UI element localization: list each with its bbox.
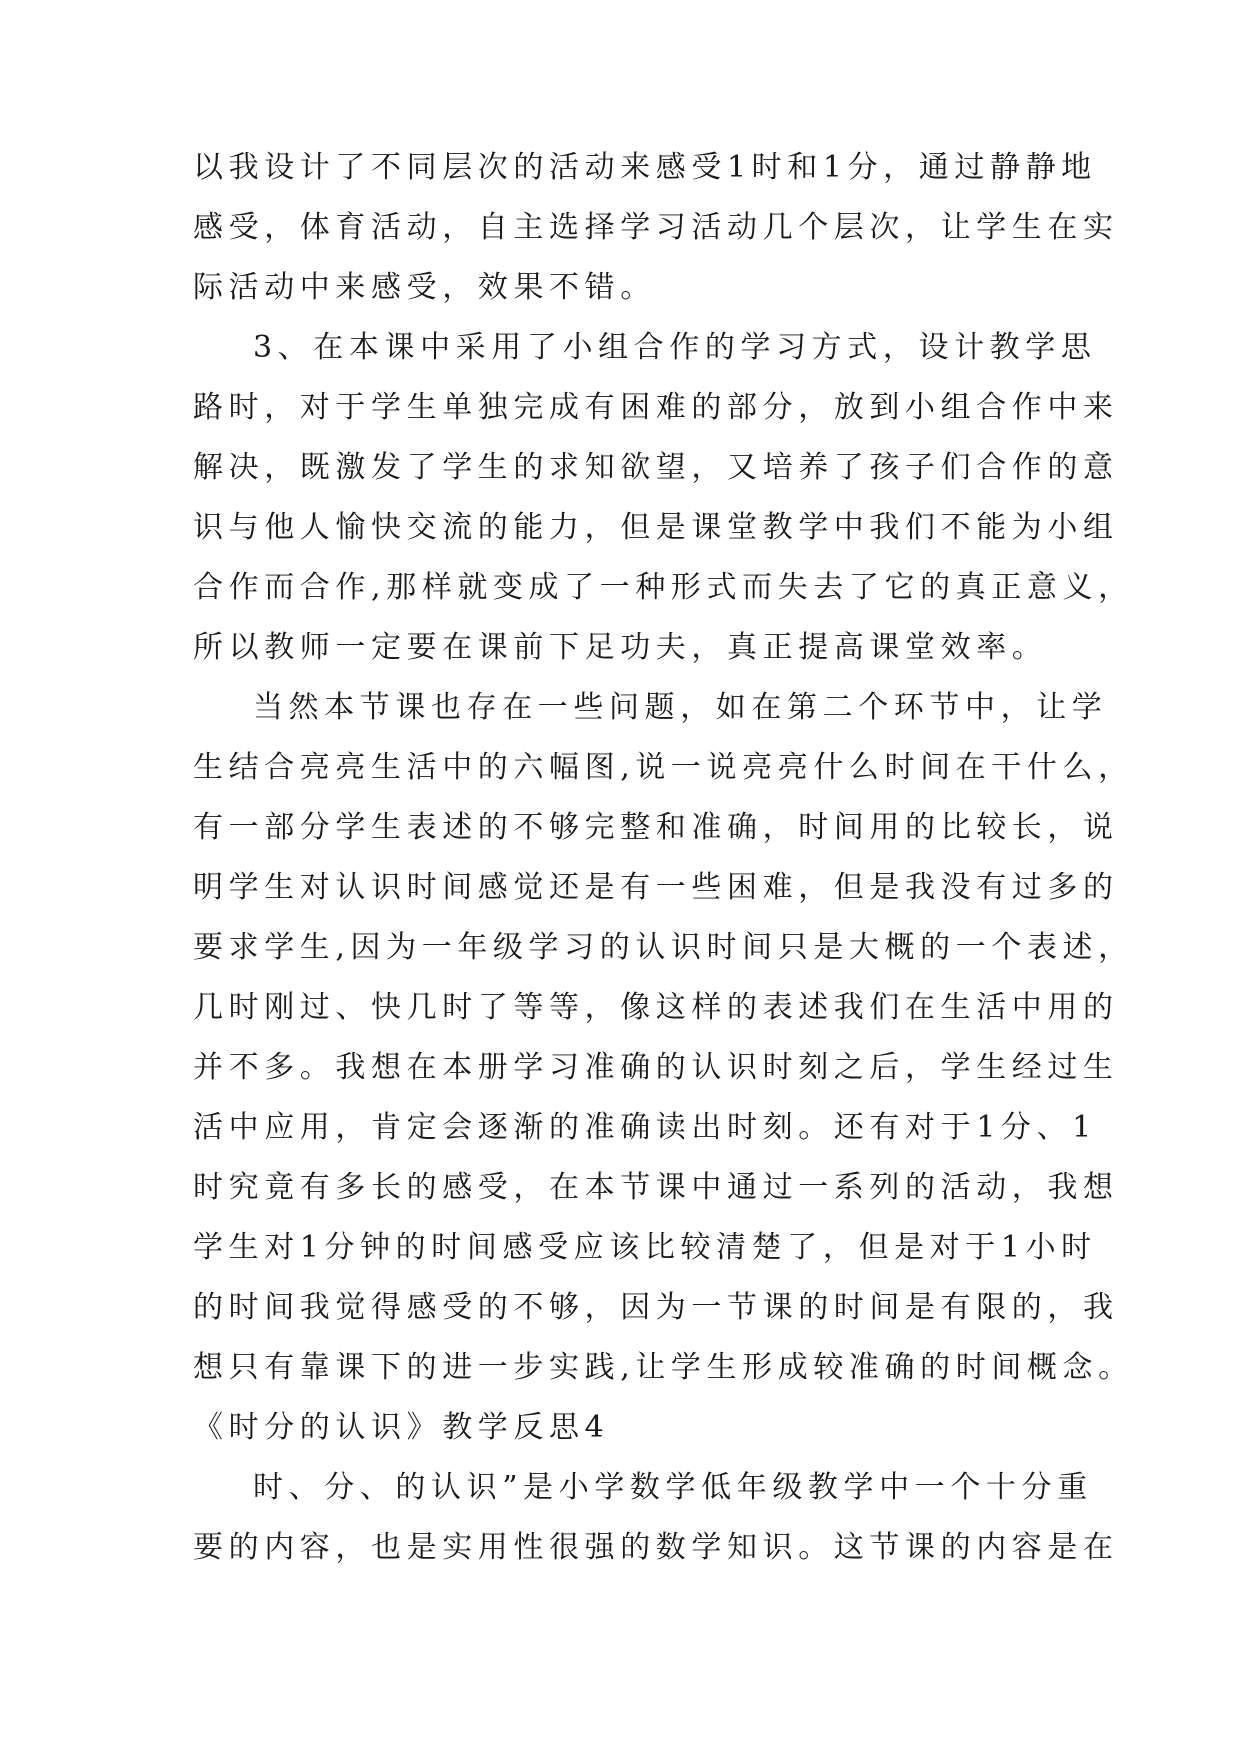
text-line: 要求学生,因为一年级学习的认识时间只是大概的一个表述， <box>193 930 1134 965</box>
text-line: 所以教师一定要在课前下足功夫，真正提高课堂效率。 <box>193 630 1048 665</box>
text-line: 并不多。我想在本册学习准确的认识时刻之后，学生经过生 <box>193 1050 1119 1085</box>
text-line: 想只有靠课下的进一步实践,让学生形成较准确的时间概念。 <box>193 1350 1134 1385</box>
text-line: 解决，既激发了学生的求知欲望，又培养了孩子们合作的意 <box>193 450 1119 485</box>
text-line: 时究竟有多长的感受，在本节课中通过一系列的活动，我想 <box>193 1170 1119 1205</box>
text-line: 当然本节课也存在一些问题，如在第二个环节中，让学 <box>253 690 1108 725</box>
text-line: 3、在本课中采用了小组合作的学习方式，设计教学思 <box>253 330 1097 365</box>
text-line: 时、分、的认识”是小学数学低年级教学中一个十分重 <box>253 1470 1093 1505</box>
text-line: 要的内容，也是实用性很强的数学知识。这节课的内容是在 <box>193 1530 1119 1565</box>
text-line: 以我设计了不同层次的活动来感受1时和1分，通过静静地 <box>193 150 1097 185</box>
text-line: 活中应用，肯定会逐渐的准确读出时刻。还有对于1分、1 <box>193 1110 1097 1145</box>
text-line: 路时，对于学生单独完成有困难的部分，放到小组合作中来 <box>193 390 1119 425</box>
text-line: 的时间我觉得感受的不够，因为一节课的时间是有限的，我 <box>193 1290 1119 1325</box>
text-line: 学生对1分钟的时间感受应该比较清楚了，但是对于1小时 <box>193 1230 1097 1265</box>
text-line: 际活动中来感受，效果不错。 <box>193 270 656 305</box>
text-line: 识与他人愉快交流的能力，但是课堂教学中我们不能为小组 <box>193 510 1119 545</box>
text-line: 生结合亮亮生活中的六幅图,说一说亮亮什么时间在干什么， <box>193 750 1134 785</box>
text-line: 几时刚过、快几时了等等，像这样的表述我们在生活中用的 <box>193 990 1119 1025</box>
text-line: 合作而合作,那样就变成了一种形式而失去了它的真正意义， <box>193 570 1134 605</box>
text-line: 感受，体育活动，自主选择学习活动几个层次，让学生在实 <box>193 210 1119 245</box>
text-line: 有一部分学生表述的不够完整和准确，时间用的比较长，说 <box>193 810 1119 845</box>
text-line: 明学生对认识时间感觉还是有一些困难，但是我没有过多的 <box>193 870 1119 905</box>
section-heading: 《时分的认识》教学反思4 <box>193 1410 610 1445</box>
